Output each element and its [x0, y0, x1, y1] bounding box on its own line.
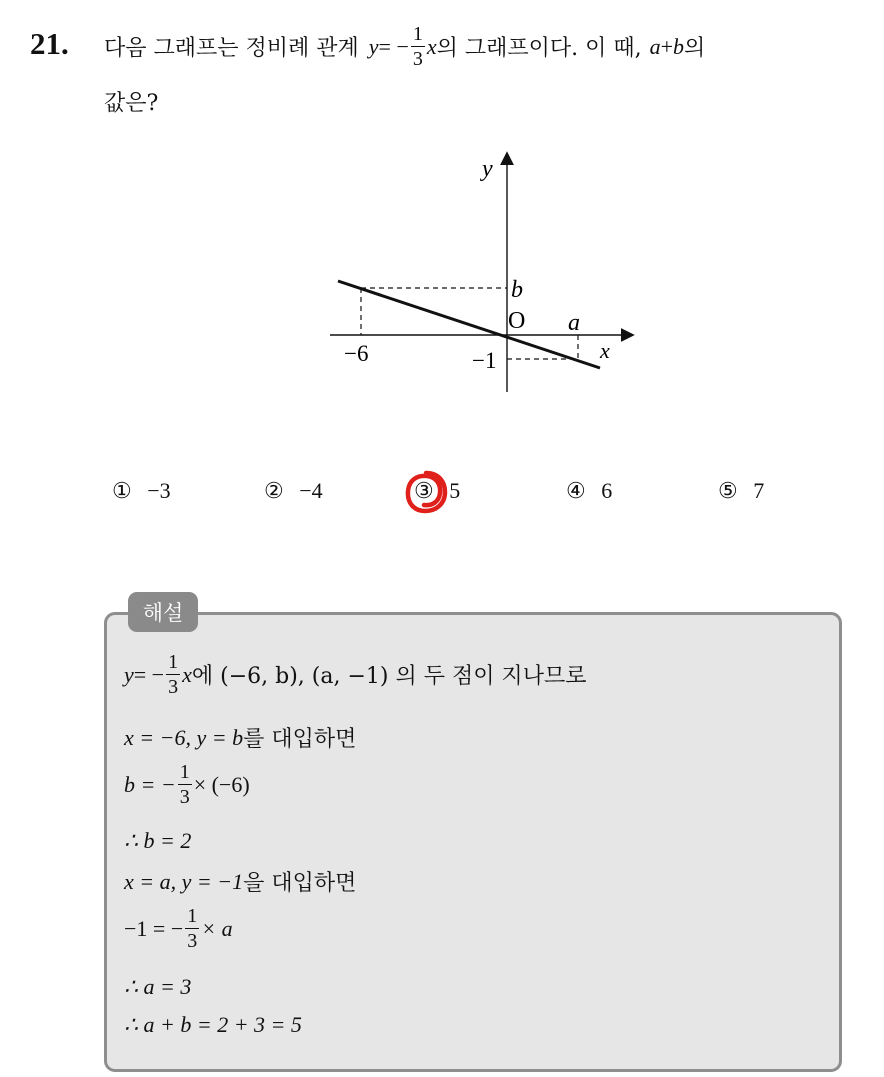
sol-l1-frac-num: 1 — [168, 651, 179, 673]
sol-l6-frac-den: 3 — [187, 930, 198, 952]
solution-line-6 — [124, 906, 233, 951]
sol-l1-eq: = − — [133, 661, 165, 687]
question-text-prefix: 다음 그래프는 정비례 관계 — [104, 36, 359, 61]
choice-2[interactable] — [264, 478, 323, 504]
solution-line-7: ∴ a = 3 — [124, 974, 192, 999]
sol-l3-post: × (−6) — [193, 771, 250, 797]
choice-5-marker: ⑤ — [718, 478, 738, 503]
y-axis-label: y — [482, 156, 493, 182]
question-line-2: 값은? — [104, 91, 159, 116]
choice-2-value: −4 — [299, 478, 323, 503]
b-label: b — [511, 277, 523, 303]
a-label: a — [568, 310, 580, 336]
sol-l6-pre: −1 = − — [124, 915, 184, 941]
choice-1[interactable] — [112, 478, 171, 504]
question-frac-num: 1 — [412, 23, 423, 45]
sol-l6-fraction — [185, 906, 199, 951]
choice-4-value: 6 — [601, 478, 613, 503]
sol-l6-frac-num: 1 — [187, 905, 198, 927]
sol-l3-frac-num: 1 — [179, 761, 190, 783]
answer-circle-mark — [402, 468, 450, 516]
sol-l3-fraction — [178, 762, 192, 807]
proportion-graph — [300, 140, 660, 410]
solution-line-1 — [124, 652, 586, 697]
choice-3-value: 5 — [449, 478, 461, 503]
question-fraction — [411, 24, 425, 69]
neg1-label: −1 — [472, 348, 497, 373]
sol-l1-y: y — [124, 661, 134, 687]
x-axis-label: x — [600, 338, 610, 363]
graph-line — [338, 281, 600, 368]
choice-3-marker: ③ — [414, 478, 434, 503]
choice-1-value: −3 — [147, 478, 171, 503]
sol-l5-math: x = a, y = −1 — [124, 868, 244, 894]
choice-5[interactable] — [718, 478, 764, 504]
sol-l2-text: 를 대입하면 — [243, 727, 357, 752]
neg6-label: −6 — [344, 341, 369, 366]
solution-line-8: ∴ a + b = 2 + 3 = 5 — [124, 1012, 302, 1037]
sol-l1-frac-den: 3 — [168, 676, 179, 698]
question-line-1 — [104, 24, 705, 69]
sol-l3-frac-den: 3 — [179, 786, 190, 808]
question-text-mid: 의 그래프이다. 이 때, — [436, 36, 642, 61]
question-b-var: b — [673, 33, 685, 59]
origin-label: O — [508, 308, 526, 334]
sol-l6-post: × a — [201, 915, 233, 941]
solution-line-3 — [124, 762, 250, 807]
sol-l2-math: x = −6, y = b — [124, 724, 244, 750]
question-frac-den: 3 — [412, 48, 423, 70]
solution-line-5 — [124, 866, 356, 897]
choice-2-marker: ② — [264, 478, 284, 503]
choice-4[interactable] — [566, 478, 612, 504]
sol-l1-x: x — [182, 661, 192, 687]
solution-tab: 해설 — [128, 592, 198, 632]
question-plus: + — [660, 33, 674, 59]
question-y-var: y — [368, 33, 379, 59]
solution-line-2 — [124, 722, 356, 753]
question-x-var: x — [426, 33, 437, 59]
sol-l1-rest: 에 (−6, b), (a, −1) 의 두 점이 지나므로 — [191, 664, 587, 689]
choice-1-marker: ① — [112, 478, 132, 503]
sol-l1-fraction — [166, 652, 180, 697]
sol-l3-pre: b = − — [124, 771, 176, 797]
solution-line-4: ∴ b = 2 — [124, 828, 192, 853]
choice-5-value: 7 — [753, 478, 765, 503]
question-text-suffix: 의 — [684, 36, 706, 61]
question-a-var: a — [649, 33, 661, 59]
question-eq-sign: = − — [378, 33, 409, 59]
sol-l5-text: 을 대입하면 — [243, 871, 357, 896]
question-number: 21. — [30, 26, 69, 61]
choice-4-marker: ④ — [566, 478, 586, 503]
